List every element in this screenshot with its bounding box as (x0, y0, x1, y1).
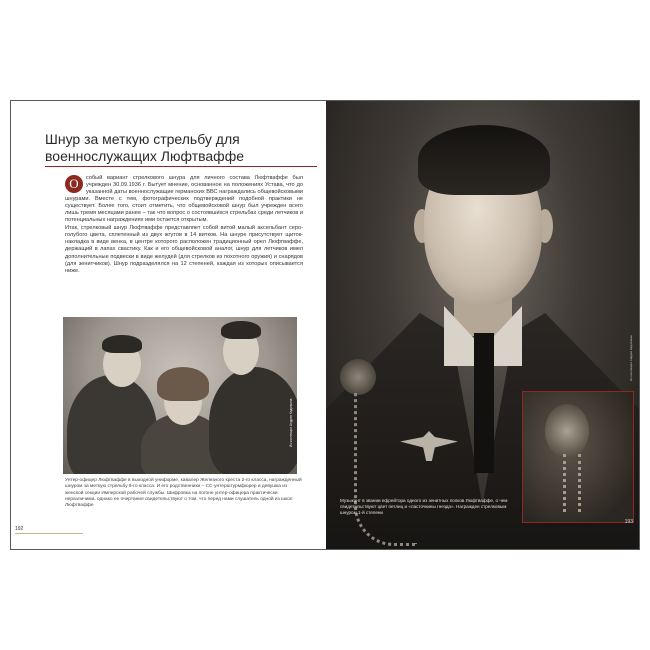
badge-closeup-inset (522, 391, 634, 523)
page-number-left: 192 (15, 526, 24, 532)
family-photo (63, 317, 297, 474)
tie (474, 333, 494, 473)
paragraph-1-text: собый вариант стрелкового шнура для личного состава Люфтваффе был учрежден 30.09.1936 г. Бытует мнение, основанное на положениях Устава, что до указанной даты военнослужащие германских ВВС награждались общевойсковыми шнурами. Вместе с тем, фотографических подтверждений подобной практики не существует. Более того, стоит отметить, что общевойсковой шнур был учрежден всего лишь тремя месяцами ранее – так что вопрос о состоявшихся стрельбах среди летчиков и потенциальных награждениях ими остается открытым. (65, 175, 303, 224)
left-soldier-hair (102, 335, 142, 353)
page-number-right: 193 (624, 519, 633, 525)
left-page (11, 101, 326, 549)
photo-credit-left: Из коллекции Андрея Кадочкина (289, 398, 293, 447)
closeup-cord (563, 454, 581, 512)
hair (418, 125, 550, 195)
drop-cap: О (65, 175, 83, 193)
figure-right-soldier (209, 367, 297, 474)
title-line-2: военнослужащих Люфтваффе (45, 148, 245, 164)
paragraph-2: Итак, стрелковый шнур Люфтваффе представляет собой витой малый аксельбант серо-голубого цвета, сплетенный из двух жгутов в 14 витков. На шнуре присутствует щиток-накладка в виде венка, в центре которого расположен традиционный орел Люфтваффе, держащий в лапах свастику. Как и его общевойсковой аналог, шнур для летчиков имел дополнительные подвески в виде желудей (для стрелков из похотного оружия) и снарядов (для зенитчиков). Шнур подразделялся на 12 степеней, каждая из которых описывается ниже. (65, 225, 303, 274)
paragraph-1 (65, 175, 303, 224)
photo-caption-right: Музыкант в звании ефрейтора одного из зенитных полков Люфтваффе, о чем свидетельствуют цвет петлиц и «ласточкины гнезда». Награжден стрелковым шнуром 1-й степени (340, 498, 508, 515)
article-body (65, 175, 303, 275)
marksmanship-badge (340, 359, 376, 395)
closeup-badge (545, 404, 589, 458)
woman-hair (157, 367, 209, 401)
portrait-photo (326, 101, 639, 549)
page-number-rule (15, 533, 83, 534)
photo-credit-right: Из коллекции Андрея Кадочкина (629, 335, 633, 381)
title-underline (45, 166, 317, 167)
title-line-1: Шнур за меткую стрельбу для (45, 131, 240, 147)
marksmanship-cord (354, 393, 417, 546)
article-title (45, 131, 315, 165)
right-soldier-hair (221, 321, 261, 339)
photo-caption-left: Унтер-офицер Люфтваффе в выходной униформе, кавалер Железного креста 2-го класса, награжденный шнуром за меткую стрельбу 6-го класса. И его родственники – СС-унтерштурмфюрер и девушка из женской секции Имперской рабочей службы. Шифровка на погоне унтер-офицера практически неразличима, однако ее очертания свидетельствуют о том, что перед нами слушатель одной из школ Люфтваффе (65, 478, 302, 509)
book-spread (10, 100, 640, 550)
